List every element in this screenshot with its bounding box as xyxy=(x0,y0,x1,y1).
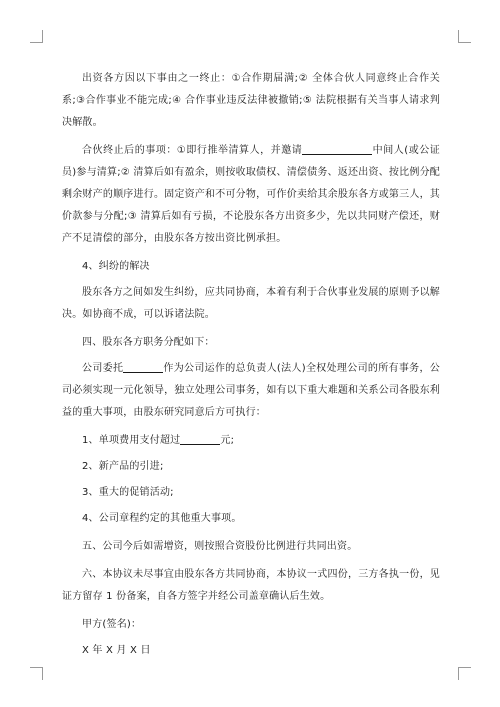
signature-date xyxy=(62,640,440,662)
section-heading-duties xyxy=(62,332,440,354)
signature-party-a xyxy=(62,614,440,636)
crop-mark-top-left xyxy=(30,30,43,43)
section-heading-dispute-resolution xyxy=(62,256,440,278)
promotions-text: 3、重大的促销活动; xyxy=(82,487,174,498)
agreement-copies-text: 六、本协议未尽事宜由股东各方共同协商，本协议一式四份，三方各执一份，见证方留存 1 份备案，自各方签字并经公司盖章确认后生效。 xyxy=(62,569,440,602)
list-item-other-matters xyxy=(62,508,440,530)
paragraph-termination-causes xyxy=(62,68,440,134)
other-matters-text: 4、公司章程约定的其他重大事项。 xyxy=(82,513,242,524)
document-body xyxy=(62,68,440,666)
crop-mark-bottom-right xyxy=(458,667,471,680)
paragraph-capital-increase xyxy=(62,536,440,558)
expense-limit-text-end: 元; xyxy=(220,435,235,446)
crop-mark-top-right xyxy=(458,30,471,43)
delegation-text-start: 公司委托 xyxy=(82,363,124,374)
signature-date-text: X 年 X 月 X 日 xyxy=(82,645,151,656)
capital-increase-text: 五、公司今后如需增资，则按照合资股份比例进行共同出资。 xyxy=(82,541,358,552)
dispute-resolution-text: 股东各方之间如发生纠纷，应共同协商，本着有利于合伙事业发展的原则予以解决。如协商不成，可以诉诸法院。 xyxy=(62,287,440,320)
expense-limit-text-start: 1、单项费用支付超过 xyxy=(82,435,181,446)
paragraph-company-delegation xyxy=(62,358,440,424)
new-products-text: 2、新产品的引进; xyxy=(82,461,164,472)
delegation-text-end: 作为公司运作的总负责人(法人)全权处理公司的所有事务，公司必须实现一元化领导，独立处理公司事务，如有以下重大难题和关系公司各股东利益的重大事项，由股东研究同意后方可执行： xyxy=(62,363,440,418)
paragraph-dispute-resolution xyxy=(62,282,440,326)
duties-heading-text: 四、股东各方职务分配如下： xyxy=(82,337,215,348)
paragraph-agreement-copies xyxy=(62,564,440,608)
crop-mark-bottom-left xyxy=(30,667,43,680)
list-item-promotions xyxy=(62,482,440,504)
post-termination-text-start: 合伙终止后的事项：①即行推举清算人，并邀请 xyxy=(82,145,303,156)
fill-in-blank-mediator[interactable] xyxy=(302,142,372,155)
paragraph-post-termination xyxy=(62,140,440,250)
fill-in-blank-amount[interactable] xyxy=(180,432,220,445)
party-a-signature-label: 甲方(签名)： xyxy=(82,619,142,630)
fill-in-blank-delegate[interactable] xyxy=(123,360,163,373)
termination-causes-text: 出资各方因以下事由之一终止：①合作期届满;② 全体合伙人同意终止合作关系;③合作事业不能完成;④ 合作事业违反法律被撤销;⑤ 法院根据有关当事人请求判决解散。 xyxy=(62,73,440,128)
dispute-heading-text: 4、纠纷的解决 xyxy=(82,261,150,272)
post-termination-text-end: 中间人(或公证员)参与清算;② 清算后如有盈余，则按收取债权、清偿债务、返还出资、按比例分配剩余财产的顺序进行。固定资产和不可分物，可作价卖给其余股东各方或第三人，其价款参与分配;③ 清算后如有亏损，不论股东各方出资多少，先以共同财产偿还，财产不足清偿的部分，由股东各方按出资比例承担。 xyxy=(62,145,440,244)
list-item-expense-limit xyxy=(62,430,440,452)
list-item-new-products xyxy=(62,456,440,478)
